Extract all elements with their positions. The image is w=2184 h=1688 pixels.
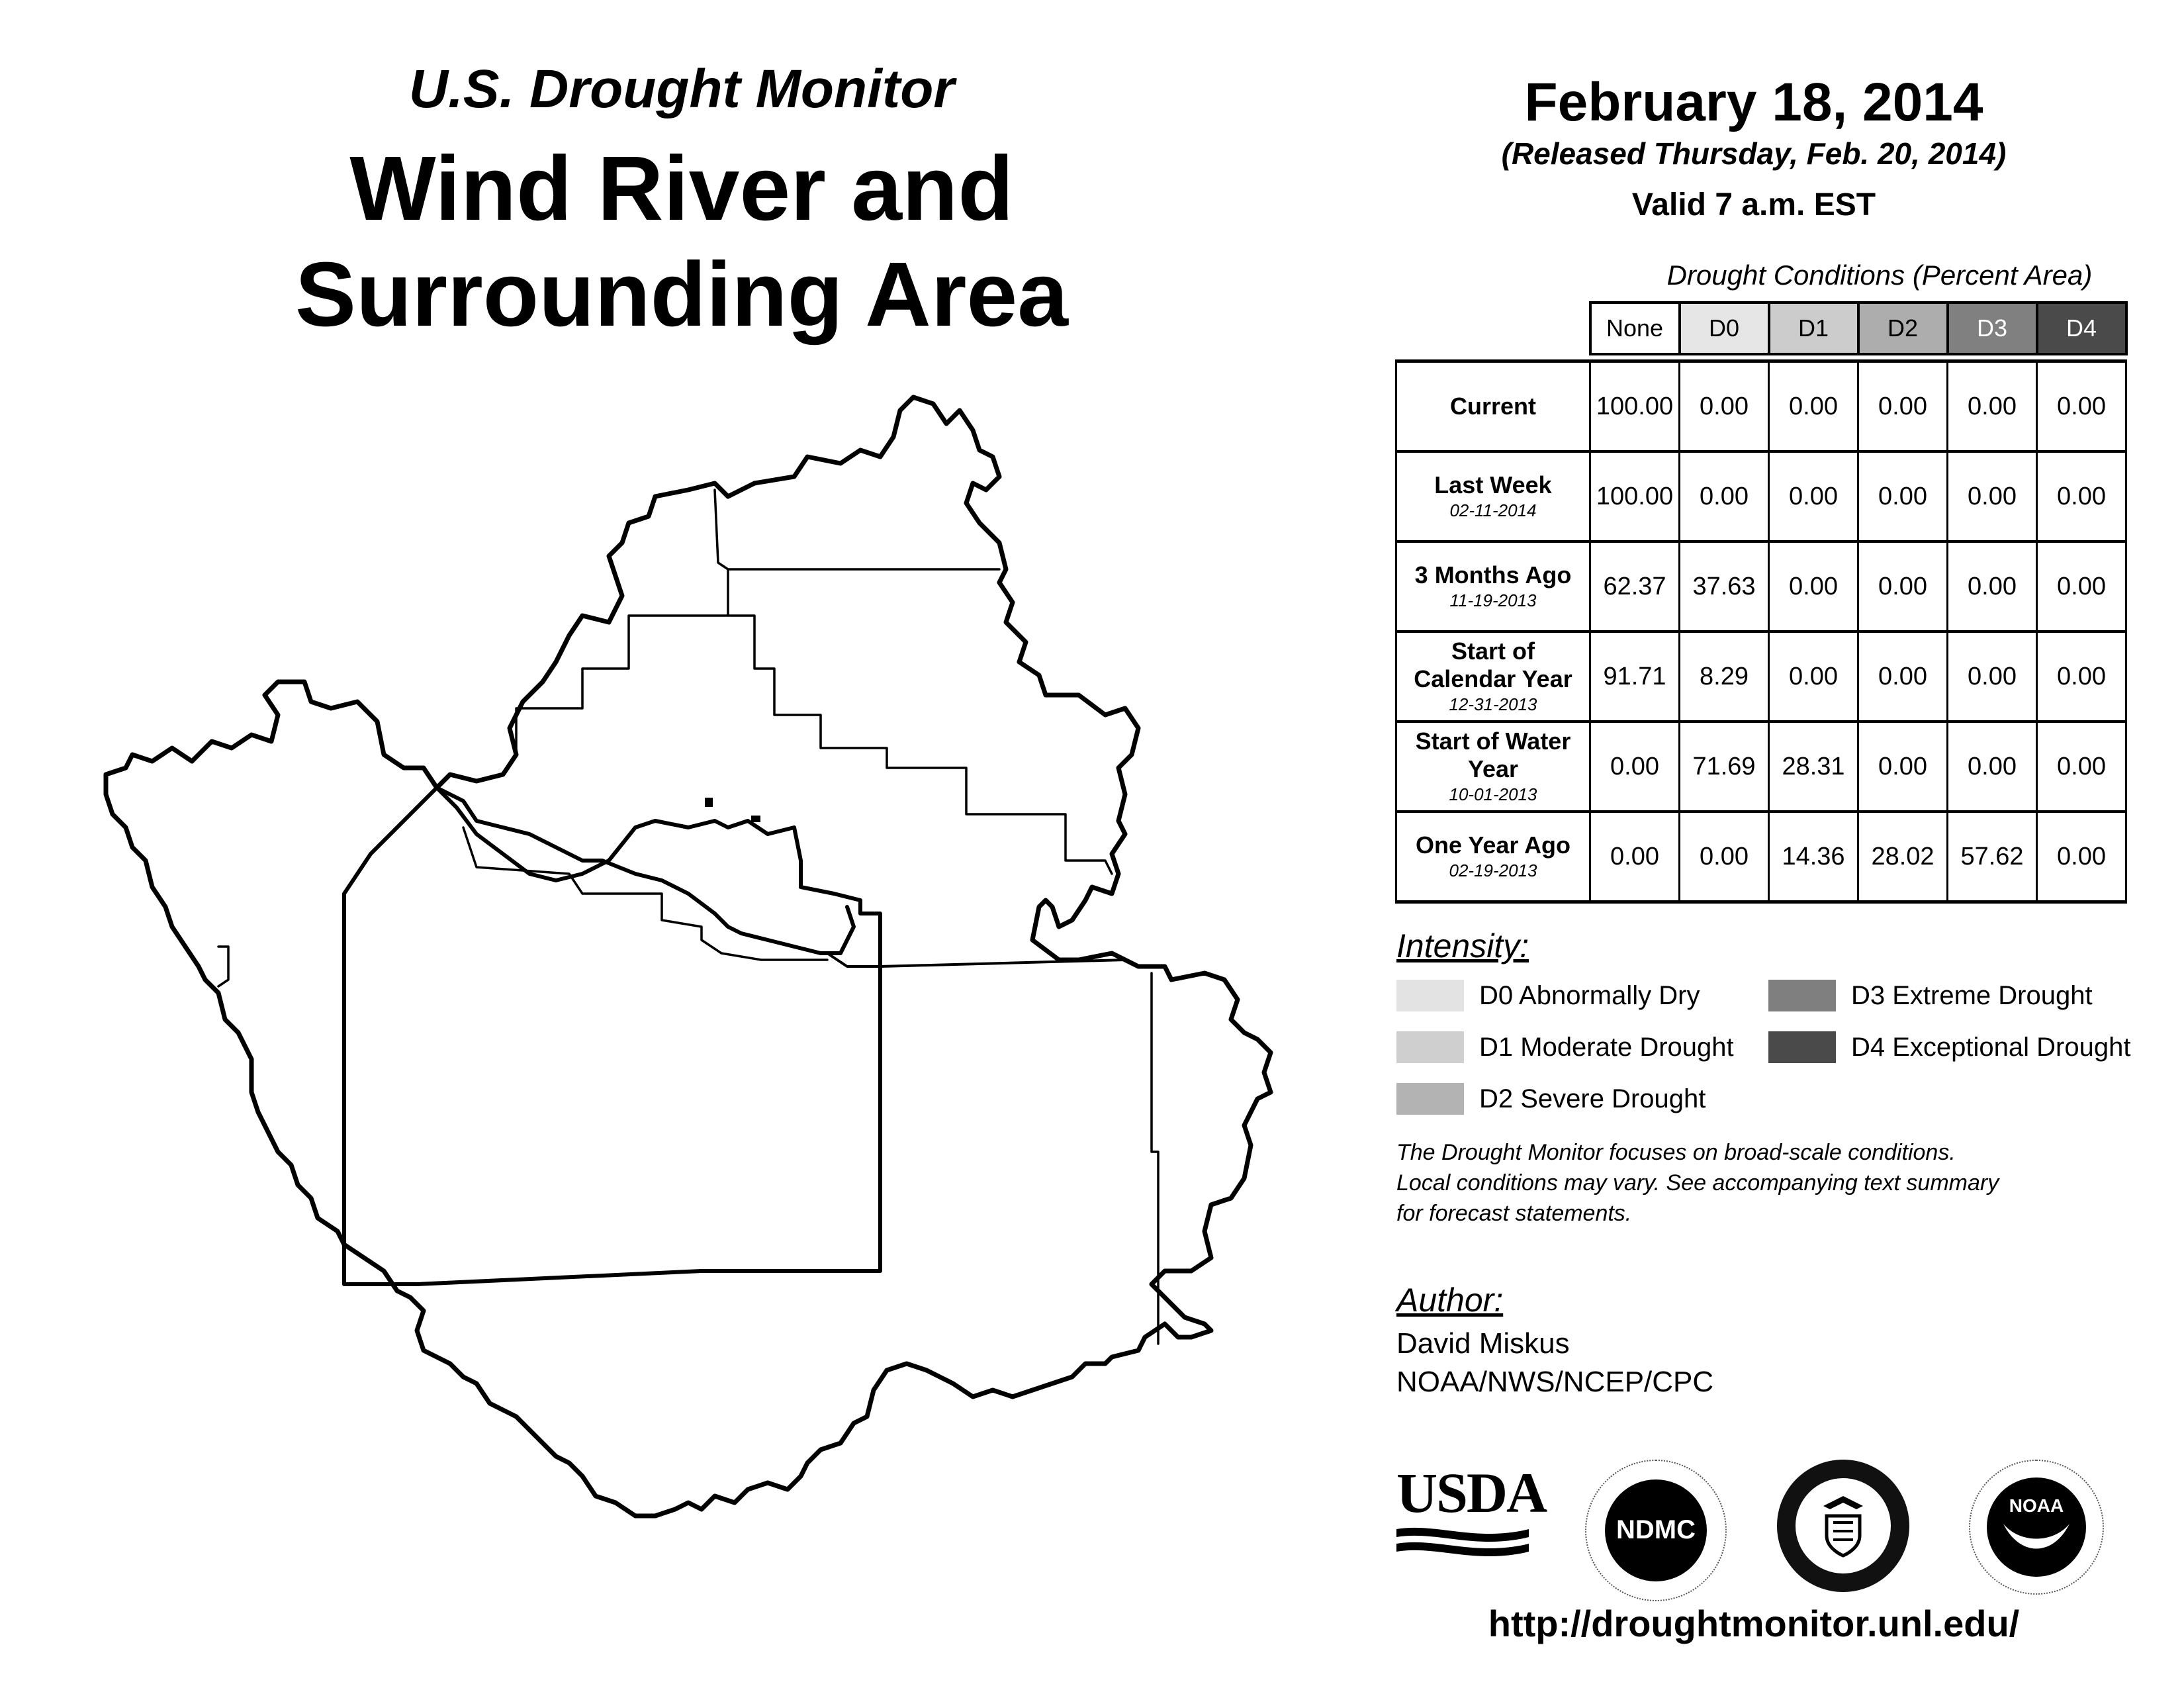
table-caption: Drought Conditions (Percent Area) bbox=[1666, 259, 2093, 291]
row-label: Current bbox=[1396, 361, 1590, 452]
row-date: 02-11-2014 bbox=[1449, 500, 1537, 520]
col-header-d0: D0 bbox=[1680, 303, 1769, 354]
table-cell: 100.00 bbox=[1590, 361, 1680, 452]
valid-date: February 18, 2014 bbox=[1524, 72, 1983, 132]
table-row bbox=[1396, 541, 2126, 632]
region-title-line1: Wind River and bbox=[349, 138, 1014, 240]
col-header-d1: D1 bbox=[1769, 303, 1858, 354]
table-cell: 37.63 bbox=[1680, 541, 1769, 632]
department-of-commerce-seal bbox=[1777, 1460, 1909, 1592]
table-cell: 0.00 bbox=[1769, 632, 1858, 722]
legend-label-d1: D1 Moderate Drought bbox=[1479, 1033, 1734, 1062]
table-row bbox=[1396, 451, 2126, 541]
table-cell: 0.00 bbox=[1680, 361, 1769, 452]
intensity-heading: Intensity: bbox=[1396, 927, 1529, 964]
table-cell: 0.00 bbox=[1680, 812, 1769, 902]
table-cell: 28.02 bbox=[1858, 812, 1948, 902]
row-label: Start of Water Year 10-01-2013 bbox=[1396, 722, 1590, 812]
noaa-logo: NOAA bbox=[1969, 1460, 2104, 1595]
table-cell: 0.00 bbox=[1590, 812, 1680, 902]
col-header-none: None bbox=[1590, 303, 1680, 354]
row-date: 11-19-2013 bbox=[1449, 590, 1537, 610]
table-cell: 0.00 bbox=[1858, 722, 1948, 812]
region-title-line2: Surrounding Area bbox=[295, 244, 1068, 346]
row-label: Start of Calendar Year 12-31-2013 bbox=[1396, 632, 1590, 722]
table-corner bbox=[1396, 303, 1590, 354]
table-cell: 0.00 bbox=[1680, 451, 1769, 541]
outer-boundary bbox=[106, 397, 1271, 1516]
table-cell: 100.00 bbox=[1590, 451, 1680, 541]
author-org: NOAA/NWS/NCEP/CPC bbox=[1396, 1366, 1714, 1398]
table-cell: 0.00 bbox=[1858, 632, 1948, 722]
legend-swatch-d2 bbox=[1396, 1083, 1464, 1115]
row-date: 02-19-2013 bbox=[1449, 861, 1537, 880]
valid-time: Valid 7 a.m. EST bbox=[1631, 187, 1876, 222]
table-cell: 0.00 bbox=[1590, 722, 1680, 812]
table-cell: 0.00 bbox=[1948, 541, 2037, 632]
table-cell: 0.00 bbox=[1948, 451, 2037, 541]
map-subtitle: U.S. Drought Monitor bbox=[408, 59, 955, 119]
legend-label-d0: D0 Abnormally Dry bbox=[1479, 981, 1700, 1010]
table-cell: 0.00 bbox=[1858, 361, 1948, 452]
legend-label-d2: D2 Severe Drought bbox=[1479, 1084, 1706, 1113]
author-name: David Miskus bbox=[1396, 1327, 1570, 1360]
drought-conditions-table bbox=[1395, 301, 2128, 904]
table-row bbox=[1396, 812, 2126, 902]
row-label: One Year Ago 02-19-2013 bbox=[1396, 812, 1590, 902]
table-row bbox=[1396, 722, 2126, 812]
table-header-row bbox=[1396, 303, 2126, 354]
legend-label-d3: D3 Extreme Drought bbox=[1851, 981, 2093, 1010]
table-cell: 62.37 bbox=[1590, 541, 1680, 632]
table-cell: 28.31 bbox=[1769, 722, 1858, 812]
table-row bbox=[1396, 632, 2126, 722]
table-cell: 0.00 bbox=[2037, 722, 2126, 812]
table-cell: 57.62 bbox=[1948, 812, 2037, 902]
disclaimer-note: The Drought Monitor focuses on broad-scale conditions. Local conditions may vary. See accompanying text summary for forecast statements. bbox=[1396, 1140, 1999, 1226]
col-header-d3: D3 bbox=[1948, 303, 2037, 354]
table-cell: 0.00 bbox=[1948, 722, 2037, 812]
legend-swatch-d3 bbox=[1768, 980, 1836, 1011]
col-header-d4: D4 bbox=[2037, 303, 2126, 354]
usda-logo: USDA bbox=[1396, 1463, 1529, 1562]
col-header-d2: D2 bbox=[1858, 303, 1948, 354]
row-label: 3 Months Ago 11-19-2013 bbox=[1396, 541, 1590, 632]
table-cell: 71.69 bbox=[1680, 722, 1769, 812]
table-cell: 0.00 bbox=[1858, 451, 1948, 541]
row-date: 12-31-2013 bbox=[1449, 694, 1537, 714]
noaa-bird-icon bbox=[2000, 1517, 2073, 1564]
website-url[interactable]: http://droughtmonitor.unl.edu/ bbox=[1488, 1603, 2020, 1644]
author-heading: Author: bbox=[1396, 1282, 1504, 1319]
table-cell: 0.00 bbox=[1948, 361, 2037, 452]
ndmc-logo: NDMC bbox=[1585, 1460, 1727, 1601]
table-cell: 0.00 bbox=[1858, 541, 1948, 632]
table-row bbox=[1396, 361, 2126, 452]
legend-swatch-d0 bbox=[1396, 980, 1464, 1011]
row-label: Last Week 02-11-2014 bbox=[1396, 451, 1590, 541]
table-cell: 0.00 bbox=[1769, 361, 1858, 452]
eagle-shield-icon bbox=[1813, 1493, 1873, 1559]
table-cell: 0.00 bbox=[2037, 541, 2126, 632]
reservation-boundary bbox=[344, 788, 880, 1284]
table-cell: 0.00 bbox=[2037, 361, 2126, 452]
legend-swatch-d4 bbox=[1768, 1031, 1836, 1063]
table-cell: 0.00 bbox=[2037, 812, 2126, 902]
legend-swatch-d1 bbox=[1396, 1031, 1464, 1063]
row-date: 10-01-2013 bbox=[1449, 784, 1537, 804]
table-cell: 0.00 bbox=[2037, 451, 2126, 541]
table-cell: 0.00 bbox=[1769, 541, 1858, 632]
table-cell: 0.00 bbox=[1769, 451, 1858, 541]
legend-label-d4: D4 Exceptional Drought bbox=[1851, 1033, 2131, 1062]
table-cell: 8.29 bbox=[1680, 632, 1769, 722]
release-date: (Released Thursday, Feb. 20, 2014) bbox=[1501, 136, 2007, 171]
table-cell: 0.00 bbox=[2037, 632, 2126, 722]
table-cell: 91.71 bbox=[1590, 632, 1680, 722]
table-cell: 14.36 bbox=[1769, 812, 1858, 902]
table-cell: 0.00 bbox=[1948, 632, 2037, 722]
